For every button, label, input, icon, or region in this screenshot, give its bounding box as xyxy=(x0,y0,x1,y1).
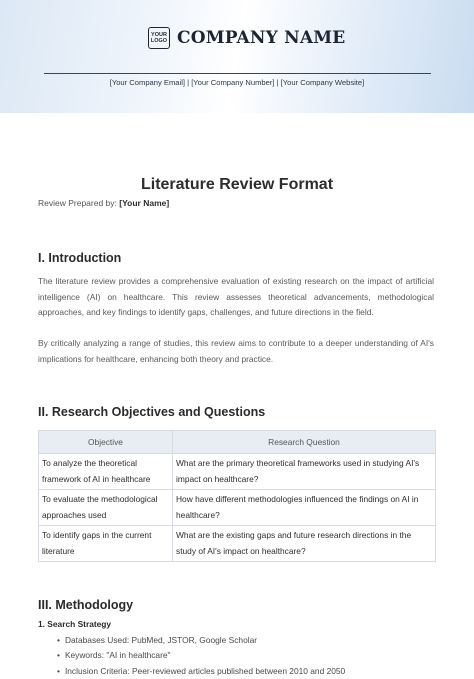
objective-cell: To analyze the theoretical framework of AI in healthcare xyxy=(39,454,173,490)
list-item: • Inclusion Criteria: Peer-reviewed articles published between 2010 and 2050 xyxy=(66,664,345,679)
company-contact-line: [Your Company Email] | [Your Company Number] | [Your Company Website] xyxy=(0,78,474,87)
search-strategy-bullets xyxy=(38,633,345,679)
page-header xyxy=(0,0,474,113)
objectives-table xyxy=(38,430,436,562)
company-name: COMPANY NAME xyxy=(177,28,345,48)
document-title: Literature Review Format xyxy=(0,176,474,194)
search-strategy-item: 1. Search Strategy xyxy=(38,617,345,633)
prepared-by-label: Review Prepared by: xyxy=(38,198,117,208)
column-header-objective: Objective xyxy=(39,431,173,454)
table-row xyxy=(39,490,436,526)
introduction-paragraph-1: The literature review provides a comprehensive evaluation of existing research on the impact of artificial intelligence (AI) on healthcare. This review assesses theoretical advancements, methodological approaches, and key findings to identify gaps, challenges, and future directions in the field. xyxy=(38,274,434,321)
introduction-paragraph-2: By critically analyzing a range of studies, this review aims to contribute to a deeper understanding of AI's implications for healthcare, enhancing both theory and practice. xyxy=(38,336,434,367)
objectives-heading: II. Research Objectives and Questions xyxy=(38,405,265,419)
methodology-list xyxy=(38,617,345,679)
header-divider xyxy=(44,73,431,74)
prepared-by-value: [Your Name] xyxy=(119,198,169,208)
table-row xyxy=(39,526,436,562)
methodology-heading: III. Methodology xyxy=(38,598,133,612)
company-branding xyxy=(148,25,345,51)
question-cell: What are the primary theoretical frameworks used in studying AI's impact on healthcare? xyxy=(173,454,436,490)
company-logo: YOUR LOGO xyxy=(148,27,170,49)
objective-cell: To identify gaps in the current literature xyxy=(39,526,173,562)
question-cell: What are the existing gaps and future research directions in the study of AI's impact on healthcare? xyxy=(173,526,436,562)
list-item: • Keywords: "AI in healthcare" xyxy=(66,648,345,664)
list-item: • Databases Used: PubMed, JSTOR, Google Scholar xyxy=(66,633,345,649)
introduction-heading: I. Introduction xyxy=(38,251,121,265)
question-cell: How have different methodologies influenced the findings on AI in healthcare? xyxy=(173,490,436,526)
prepared-by xyxy=(38,198,169,208)
table-row xyxy=(39,454,436,490)
table-header-row xyxy=(39,431,436,454)
objective-cell: To evaluate the methodological approaches used xyxy=(39,490,173,526)
column-header-question: Research Question xyxy=(173,431,436,454)
